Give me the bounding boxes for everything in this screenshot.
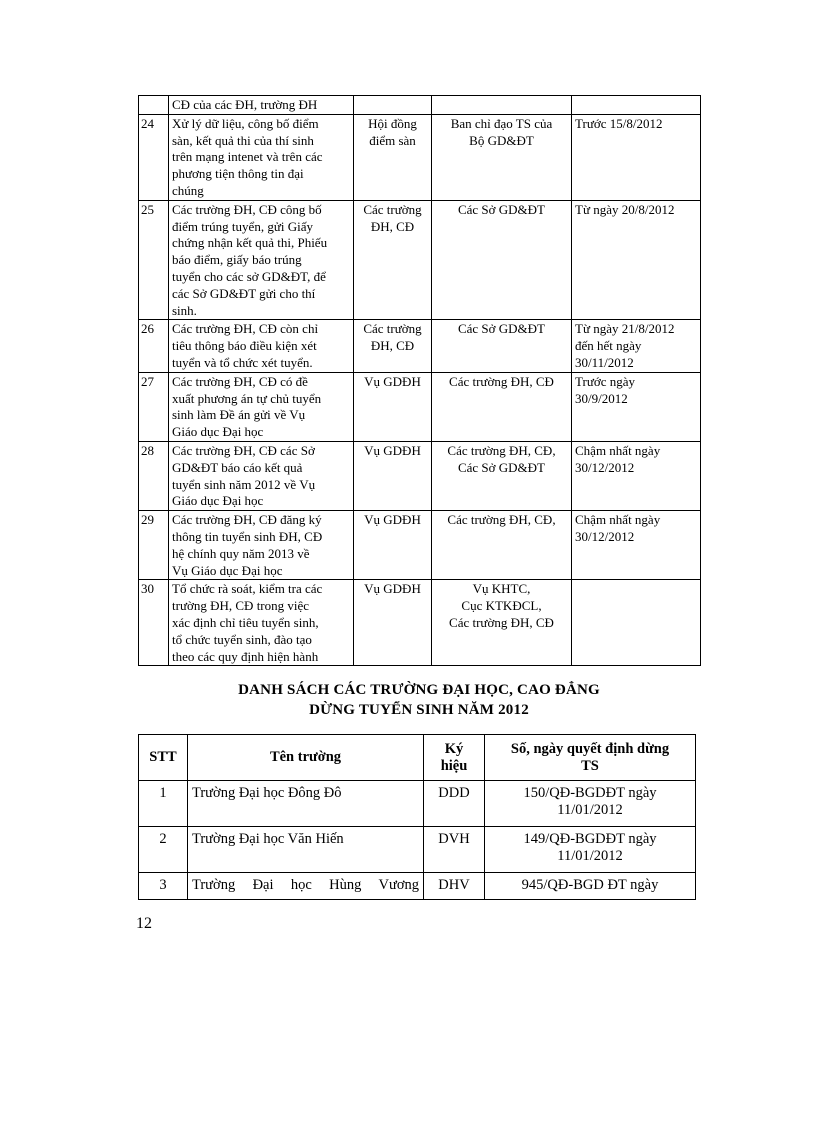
deadline xyxy=(572,580,701,666)
coordinating-body: Các Sở GD&ĐT xyxy=(432,200,572,320)
row-number: 24 xyxy=(139,114,169,200)
row-number: 29 xyxy=(139,511,169,580)
responsible-body: Các trường ĐH, CĐ xyxy=(354,320,432,372)
table-row xyxy=(139,114,701,200)
coordinating-body: Vụ KHTC, Cục KTKĐCL, Các trường ĐH, CĐ xyxy=(432,580,572,666)
table-row xyxy=(139,827,696,873)
admission-schedule-table xyxy=(138,95,701,666)
table-row xyxy=(139,781,696,827)
row-number: 27 xyxy=(139,372,169,441)
table-row xyxy=(139,511,701,580)
responsible-body: Vụ GDĐH xyxy=(354,511,432,580)
decision-text: 150/QĐ-BGDĐT ngày 11/01/2012 xyxy=(485,781,696,827)
school-stt: 3 xyxy=(139,873,188,900)
heading-line-1: DANH SÁCH CÁC TRƯỜNG ĐẠI HỌC, CAO ĐẲNG xyxy=(238,682,600,698)
table-row xyxy=(139,200,701,320)
section-heading xyxy=(138,680,700,720)
row-number: 25 xyxy=(139,200,169,320)
table-row xyxy=(139,873,696,900)
table-row xyxy=(139,441,701,510)
header-decision: Số, ngày quyết định dừng TS xyxy=(485,735,696,781)
task-description: Các trường ĐH, CĐ còn chỉ tiêu thông báo điều kiện xét tuyển và tổ chức xét tuyển. xyxy=(169,320,354,372)
row-number: 30 xyxy=(139,580,169,666)
row-number xyxy=(139,96,169,115)
task-description: Các trường ĐH, CĐ đăng ký thông tin tuyển sinh ĐH, CĐ hệ chính quy năm 2013 về Vụ Giáo dục Đại học xyxy=(169,511,354,580)
table-row xyxy=(139,580,701,666)
school-code: DVH xyxy=(424,827,485,873)
responsible-body: Các trường ĐH, CĐ xyxy=(354,200,432,320)
task-description: CĐ của các ĐH, trường ĐH xyxy=(169,96,354,115)
suspended-schools-table xyxy=(138,734,696,900)
coordinating-body: Các trường ĐH, CĐ, Các Sở GD&ĐT xyxy=(432,441,572,510)
school-name: Trường Đại học Văn Hiến xyxy=(188,827,424,873)
responsible-body: Vụ GDĐH xyxy=(354,580,432,666)
responsible-body xyxy=(354,96,432,115)
header-school-name: Tên trường xyxy=(188,735,424,781)
coordinating-body: Các Sở GD&ĐT xyxy=(432,320,572,372)
coordinating-body: Các trường ĐH, CĐ, xyxy=(432,511,572,580)
deadline: Trước 15/8/2012 xyxy=(572,114,701,200)
row-number: 28 xyxy=(139,441,169,510)
decision-text: 149/QĐ-BGDĐT ngày 11/01/2012 xyxy=(485,827,696,873)
responsible-body: Vụ GDĐH xyxy=(354,372,432,441)
deadline: Chậm nhất ngày 30/12/2012 xyxy=(572,511,701,580)
school-name: Trường Đại học Đông Đô xyxy=(188,781,424,827)
table-header-row xyxy=(139,735,696,781)
coordinating-body xyxy=(432,96,572,115)
coordinating-body: Ban chỉ đạo TS của Bộ GD&ĐT xyxy=(432,114,572,200)
coordinating-body: Các trường ĐH, CĐ xyxy=(432,372,572,441)
deadline: Từ ngày 20/8/2012 xyxy=(572,200,701,320)
deadline: Trước ngày 30/9/2012 xyxy=(572,372,701,441)
school-stt: 2 xyxy=(139,827,188,873)
task-description: Các trường ĐH, CĐ có đề xuất phương án tự chủ tuyển sinh làm Đề án gửi về Vụ Giáo dục Đại học xyxy=(169,372,354,441)
responsible-body: Vụ GDĐH xyxy=(354,441,432,510)
school-name: Trường Đại học Hùng Vương xyxy=(188,873,424,900)
task-description: Xử lý dữ liệu, công bố điểm sàn, kết quả thi của thí sinh trên mạng intenet và trên các phương tiện thông tin đại chúng xyxy=(169,114,354,200)
table-row xyxy=(139,372,701,441)
header-code: Ký hiệu xyxy=(424,735,485,781)
row-number: 26 xyxy=(139,320,169,372)
task-description: Các trường ĐH, CĐ công bố điểm trúng tuyển, gửi Giấy chứng nhận kết quả thi, Phiếu báo điểm, giấy báo trúng tuyển cho các sở GD&ĐT, để các Sở GD&ĐT gửi cho thí sinh. xyxy=(169,200,354,320)
task-description: Tổ chức rà soát, kiểm tra các trường ĐH, CĐ trong việc xác định chỉ tiêu tuyển sinh, tổ chức tuyển sinh, đào tạo theo các quy định hiện hành xyxy=(169,580,354,666)
deadline: Từ ngày 21/8/2012 đến hết ngày 30/11/2012 xyxy=(572,320,701,372)
page-number: 12 xyxy=(136,915,152,932)
responsible-body: Hội đồng điểm sàn xyxy=(354,114,432,200)
header-stt: STT xyxy=(139,735,188,781)
heading-line-2: DỪNG TUYỂN SINH NĂM 2012 xyxy=(309,702,529,718)
deadline: Chậm nhất ngày 30/12/2012 xyxy=(572,441,701,510)
table-row xyxy=(139,96,701,115)
task-description: Các trường ĐH, CĐ các Sở GD&ĐT báo cáo kết quả tuyển sinh năm 2012 về Vụ Giáo dục Đại học xyxy=(169,441,354,510)
school-code: DDD xyxy=(424,781,485,827)
decision-text: 945/QĐ-BGD ĐT ngày xyxy=(485,873,696,900)
school-stt: 1 xyxy=(139,781,188,827)
school-code: DHV xyxy=(424,873,485,900)
deadline xyxy=(572,96,701,115)
table-row xyxy=(139,320,701,372)
